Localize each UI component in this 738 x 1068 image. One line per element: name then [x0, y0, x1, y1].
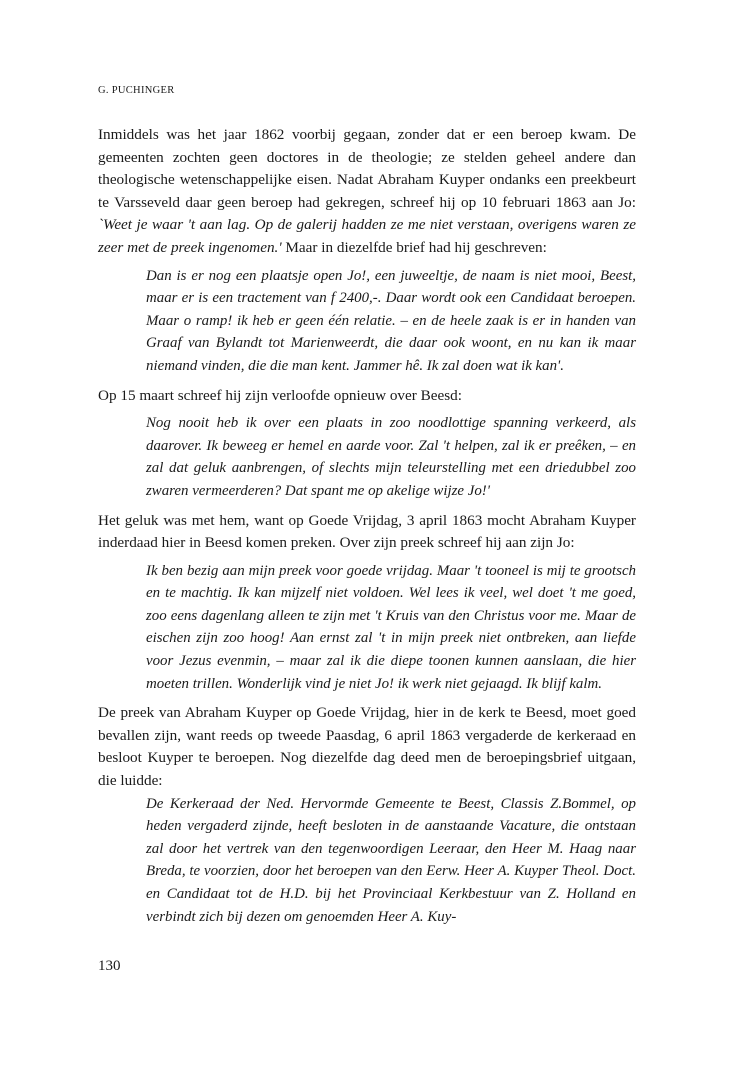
block-quote-3: Ik ben bezig aan mijn preek voor goede vrijdag. Maar 't tooneel is mij te grootsch en te machtig. Ik kan mijzelf niet voldoen. Wel lees ik veel, wel doet 't me goed, zoo eens dagenlang alleen te zijn met 't Kruis van den Christus voor me. Maar de eischen zijn zoo hoog! Aan ernst zal 't in mijn preek niet ontbreken, aan liefde voor Jezus evenmin, – maar zal ik die diepe toonen kunnen aanslaan, die hier moeten trillen. Wonderlijk vind je niet Jo! ik werk niet gejaagd. Ik blijf kalm.: [146, 562, 636, 692]
paragraph-4: De preek van Abraham Kuyper op Goede Vrijdag, hier in de kerk te Beesd, moet goed bevallen zijn, want reeds op tweede Paasdag, 6 april 1863 vergaderde de kerkeraad en besloot Kuyper te beroepen. Nog diezelfde dag deed men de beroepingsbrief uitgaan, die luidde:: [98, 704, 636, 790]
paragraph-1: [98, 124, 636, 260]
paragraph-1-tail: Maar in diezelfde brief had hij geschreven:: [285, 238, 547, 256]
paragraph-2: Op 15 maart schreef hij zijn verloofde opnieuw over Beesd:: [98, 386, 462, 404]
inline-quote: `Weet je waar 't aan lag. Op de galerij hadden ze me niet verstaan, overigens waren ze zeer met de preek ingenomen.': [98, 216, 636, 256]
page-number: 130: [98, 958, 121, 974]
running-head: G. PUCHINGER: [98, 85, 175, 96]
page-body: [98, 84, 636, 928]
paragraph-3: Het geluk was met hem, want op Goede Vrijdag, 3 april 1863 mocht Abraham Kuyper inderdaad hier in Beesd komen preken. Over zijn preek schreef hij aan zijn Jo:: [98, 511, 636, 552]
paragraph-1-text: Inmiddels was het jaar 1862 voorbij gegaan, zonder dat er een beroep kwam. De gemeenten zochten geen doctores in de theologie; ze stelden geheel andere dan theologische wetenschappelijke eisen. Nadat Abraham Kuyper ondanks een preekbeurt te Varsseveld daar geen beroep had gekregen, schreef hij op 10 februari 1863 aan Jo:: [98, 126, 636, 211]
block-quote-2: Nog nooit heb ik over een plaats in zoo noodlottige spanning verkeerd, als daarover. Ik beweeg er hemel en aarde voor. Zal 't helpen, zal ik er preêken, – en zal dat geluk aanbrengen, of slechts mijn teleurstelling met een driedubbel zoo zwaren vermeerderen? Dat spant me op akelige wijze Jo!': [146, 415, 636, 499]
block-quote-4: De Kerkeraad der Ned. Hervormde Gemeente te Beest, Classis Z.Bommel, op heden vergaderd zijnde, heeft besloten in de aanstaande Vacature, die ontstaan zal door het vertrek van den tegenwoordigen Leeraar, den Heer M. Haag naar Breda, te voorzien, door het beroepen van den Eerw. Heer A. Kuyper Theol. Doct. en Candidaat tot de H.D. bij het Provinciaal Kerkbestuur van Z. Holland en verbindt zich bij dezen om genoemden Heer A. Kuy-: [146, 795, 636, 925]
block-quote-1: Dan is er nog een plaatsje open Jo!, een juweeltje, de naam is niet mooi, Beest, maar er is een tractement van f 2400,-. Daar wordt ook een Candidaat beroepen. Maar o ramp! ik heb er geen één relatie. – en de heele zaak is er in handen van Graaf van Bylandt tot Marienweerdt, die daar ook woont, en nu kan ik maar niemand vinden, die die man kent. Jammer hê. Ik zal doen wat ik kan'.: [146, 267, 636, 374]
